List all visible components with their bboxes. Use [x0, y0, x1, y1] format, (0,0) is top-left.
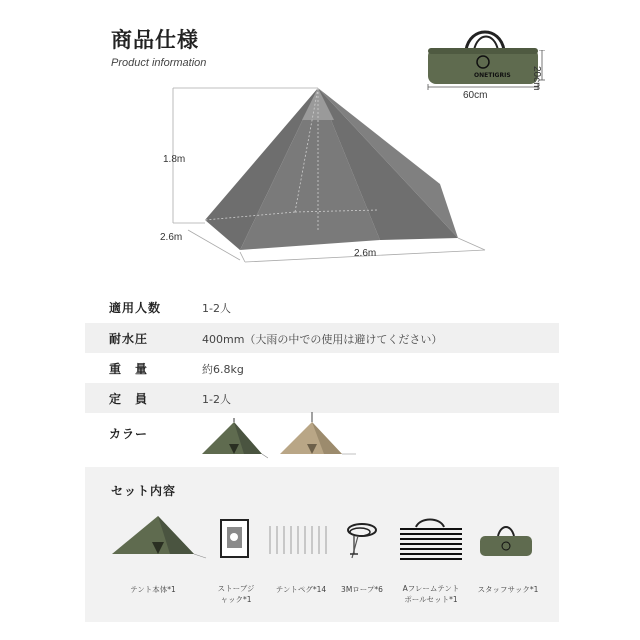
item-label-pole-set: Aフレームテント ポールセット*1: [402, 584, 460, 604]
bag-brand: ONETIGRIS: [474, 72, 511, 79]
page-subtitle: Product information: [111, 57, 207, 69]
tent-depth-label: 2.6m: [160, 232, 183, 243]
tent-height-label: 1.8m: [163, 154, 186, 165]
ropes-image: [340, 518, 384, 564]
spec-label: 耐水圧: [109, 332, 149, 346]
spec-label: 重 量: [109, 362, 149, 376]
tent-dimension-diagram: [150, 80, 490, 270]
tent-body-image: [108, 512, 210, 560]
olive-tent-swatch: [196, 418, 268, 460]
item-label-ropes: 3Mロープ*6: [341, 585, 383, 594]
spec-value: 約6.8kg: [202, 363, 244, 376]
spec-row-occupancy: [85, 383, 559, 413]
tent-pegs-image: [266, 524, 330, 560]
spec-row-weight: [85, 353, 559, 383]
spec-label: 適用人数: [109, 301, 162, 315]
bag-height-label: 20cm: [531, 66, 542, 91]
spec-row-capacity: [85, 292, 559, 322]
set-contents-title: セット内容: [111, 484, 177, 498]
spec-value: 1-2人: [202, 302, 231, 315]
spec-label: 定 員: [109, 392, 149, 406]
item-label-tent-body: テント本体*1: [130, 585, 176, 594]
spec-value: 400mm（大雨の中での使用は避けてください）: [202, 333, 443, 346]
item-label-tent-pegs: テントペグ*14: [275, 585, 327, 594]
spec-label: カラー: [109, 427, 149, 441]
item-label-stove-jack: ストーブジ ャック*1: [217, 584, 255, 604]
stove-jack-image: [220, 519, 250, 559]
stuff-sack-image: [476, 520, 536, 560]
tent-width-label: 2.6m: [354, 248, 377, 259]
spec-value: 1-2人: [202, 393, 231, 406]
tan-tent-swatch: [276, 412, 360, 460]
bag-width-label: 60cm: [463, 90, 488, 101]
item-label-stuff-sack: スタッフサック*1: [477, 585, 539, 594]
page-title: 商品仕様: [111, 28, 199, 52]
spec-row-water-resistance: [85, 323, 559, 353]
pole-set-image: [396, 515, 466, 563]
